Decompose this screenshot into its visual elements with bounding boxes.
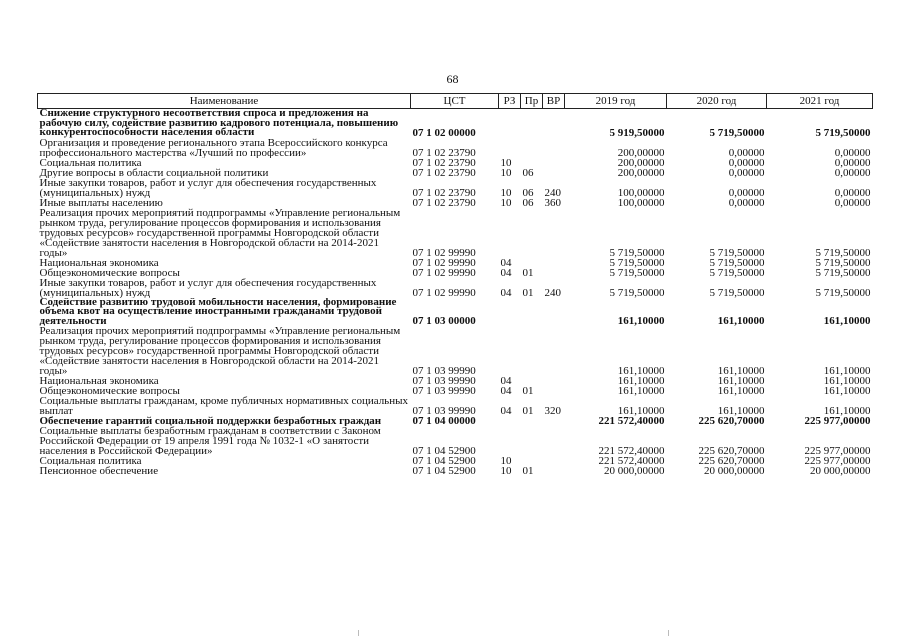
row-2020: 161,10000 [717, 365, 765, 376]
row-rz [499, 416, 521, 426]
row-rz: 10 [500, 456, 512, 466]
row-rz [499, 326, 521, 376]
row-rz: 10 [500, 167, 512, 178]
row-vr [543, 386, 565, 396]
table-row [38, 109, 873, 138]
budget-table [37, 93, 873, 476]
row-cst: 07 1 02 23790 [412, 146, 476, 158]
row-2020: 20 000,00000 [704, 466, 765, 476]
row-cst: 07 1 04 00000 [412, 416, 476, 426]
header-pr: Пр [521, 94, 543, 109]
row-vr [543, 208, 565, 258]
row-name: Иные выплаты населению [39, 197, 163, 208]
row-2021: 161,10000 [823, 405, 871, 416]
header-cst: ЦСТ [411, 94, 499, 109]
row-2021: 225 977,00000 [804, 445, 871, 456]
row-name: Социальные выплаты безработным гражданам в соответствии с Законом Российской Федерации от 19 апреля 1991 года № 1032-1 «О занятости населения в Российской Федерации» [39, 426, 381, 456]
row-name: Пенсионное обеспечение [39, 466, 159, 476]
row-vr [543, 158, 565, 168]
table-row [38, 158, 873, 168]
table-row [38, 198, 873, 208]
row-name: Социальная политика [39, 456, 142, 466]
table-row [38, 278, 873, 298]
row-pr [521, 298, 543, 327]
row-2020: 161,10000 [717, 376, 765, 386]
row-2019: 5 919,50000 [609, 126, 665, 138]
row-2020: 0,00000 [728, 197, 765, 208]
row-2020: 161,10000 [717, 405, 765, 416]
table-row [38, 298, 873, 327]
row-2019: 161,10000 [617, 386, 665, 396]
row-pr: 06 [522, 197, 534, 208]
row-pr [521, 376, 543, 386]
row-2020: 161,10000 [717, 386, 765, 396]
row-pr [521, 158, 543, 168]
row-2019: 200,00000 [617, 167, 665, 178]
row-pr: 01 [522, 386, 534, 396]
row-name: Снижение структурного несоответствия спроса и предложения на рабочую силу, содействие развитию кадрового потенциала, повышению конкурентоспособности населения области [39, 108, 399, 138]
table-row [38, 138, 873, 158]
table-row [38, 326, 873, 376]
row-cst: 07 1 02 99990 [412, 257, 476, 268]
row-2021: 0,00000 [834, 197, 871, 208]
row-pr [521, 109, 543, 138]
row-vr: 320 [544, 405, 561, 416]
table-row [38, 456, 873, 466]
row-pr [521, 326, 543, 376]
table-row [38, 376, 873, 386]
row-name: Национальная экономика [39, 257, 159, 268]
row-rz: 04 [500, 267, 512, 278]
row-2020: 0,00000 [728, 167, 765, 178]
table-row [38, 416, 873, 426]
row-name: Организация и проведение регионального этапа Всероссийского конкурса профессионального мастерства «Лучший по профессии» [39, 137, 388, 158]
row-2019: 161,10000 [617, 315, 665, 326]
row-2021: 161,10000 [823, 376, 871, 386]
table-row [38, 258, 873, 268]
row-2019: 161,10000 [617, 405, 665, 416]
row-pr: 01 [522, 267, 534, 278]
row-2020: 225 620,70000 [698, 445, 765, 456]
row-vr [543, 109, 565, 138]
row-2021: 0,00000 [834, 186, 871, 198]
row-cst: 07 1 03 99990 [412, 376, 476, 386]
row-rz: 10 [500, 197, 512, 208]
row-cst: 07 1 04 52900 [412, 466, 476, 476]
row-pr: 06 [522, 186, 534, 198]
row-pr [521, 416, 543, 426]
row-2019: 161,10000 [617, 376, 665, 386]
row-cst: 07 1 02 99990 [412, 286, 476, 298]
row-2021: 20 000,00000 [810, 466, 871, 476]
table-row [38, 426, 873, 456]
row-2020: 225 620,70000 [698, 456, 765, 466]
row-cst: 07 1 04 52900 [412, 445, 476, 456]
row-2021: 0,00000 [834, 167, 871, 178]
row-name: Социальные выплаты гражданам, кроме публичных нормативных социальных выплат [39, 396, 408, 416]
row-rz [499, 208, 521, 258]
row-name: Реализация прочих мероприятий подпрограммы «Управление региональным рынком труда, регулирование процессов формирования и использования трудовых ресурсов» государственной программы Новгородской области «Содействие занятости населения в Новгородской области на 2014-2021 годы» [39, 326, 401, 376]
row-2021: 161,10000 [823, 386, 871, 396]
row-name: Реализация прочих мероприятий подпрограммы «Управление региональным рынком труда, регулирование процессов формирования и использования трудовых ресурсов» государственной программы Новгородской области «Содействие занятости населения в Новгородской области на 2014-2021 годы» [39, 207, 401, 258]
table-row [38, 268, 873, 278]
table-row [38, 386, 873, 396]
row-vr [543, 268, 565, 278]
row-vr [543, 168, 565, 178]
header-name: Наименование [38, 94, 411, 109]
row-rz: 04 [500, 257, 512, 268]
row-2020: 5 719,50000 [709, 267, 765, 278]
row-name: Иные закупки товаров, работ и услуг для обеспечения государственных (муниципальных) нужд [39, 277, 377, 298]
row-cst: 07 1 02 99990 [412, 267, 476, 278]
row-2020: 225 620,70000 [698, 416, 765, 426]
row-2020: 5 719,50000 [709, 257, 765, 268]
row-cst: 07 1 02 23790 [412, 197, 476, 208]
row-2019: 221 572,40000 [598, 445, 665, 456]
row-2019: 5 719,50000 [609, 267, 665, 278]
row-2019: 20 000,00000 [604, 466, 665, 476]
row-2020: 5 719,50000 [709, 286, 765, 298]
row-cst: 07 1 04 52900 [412, 456, 476, 466]
header-rz: РЗ [499, 94, 521, 109]
page-number: 68 [446, 72, 459, 86]
table-row [38, 168, 873, 178]
row-vr [543, 326, 565, 376]
row-vr [543, 298, 565, 327]
header-vr: ВР [543, 94, 565, 109]
row-rz: 04 [500, 405, 512, 416]
row-pr [521, 208, 543, 258]
row-name: Общеэкономические вопросы [39, 267, 180, 278]
row-vr [543, 416, 565, 426]
row-cst: 07 1 03 99990 [412, 386, 476, 396]
row-name: Социальная политика [39, 157, 142, 168]
header-2019: 2019 год [565, 94, 667, 109]
row-2021: 0,00000 [834, 157, 871, 168]
row-vr [543, 258, 565, 268]
row-vr [543, 376, 565, 386]
row-name: Национальная экономика [39, 376, 159, 386]
row-2019: 200,00000 [617, 157, 665, 168]
row-cst: 07 1 03 99990 [412, 365, 476, 376]
row-2021: 5 719,50000 [815, 126, 871, 138]
row-vr [543, 456, 565, 466]
row-cst: 07 1 03 00000 [412, 315, 476, 326]
row-2020: 5 719,50000 [709, 246, 765, 258]
table-row [38, 466, 873, 476]
row-rz [499, 138, 521, 158]
table-row [38, 396, 873, 416]
row-vr [543, 426, 565, 456]
scan-mark [668, 630, 669, 636]
row-name: Содействие развитию трудовой мобильности населения, формирование объема квот на осуществление иностранными гражданами трудовой деятельности [39, 297, 397, 326]
scan-mark [358, 630, 359, 636]
row-2019: 221 572,40000 [598, 456, 665, 466]
row-2021: 5 719,50000 [815, 267, 871, 278]
header-2021: 2021 год [767, 94, 873, 109]
row-2019: 221 572,40000 [598, 416, 665, 426]
row-cst: 07 1 02 23790 [412, 186, 476, 198]
row-name: Другие вопросы в области социальной политики [39, 167, 269, 178]
row-2021: 5 719,50000 [815, 257, 871, 268]
row-vr: 240 [544, 286, 561, 298]
row-name: Обеспечение гарантий социальной поддержки безработных граждан [39, 416, 382, 426]
row-2021: 5 719,50000 [815, 286, 871, 298]
row-pr: 06 [522, 167, 534, 178]
header-2020: 2020 год [667, 94, 767, 109]
row-pr [521, 426, 543, 456]
row-rz: 10 [500, 466, 512, 476]
row-2020: 161,10000 [717, 315, 765, 326]
table-row [38, 208, 873, 258]
row-rz: 04 [500, 286, 512, 298]
row-vr: 360 [544, 197, 561, 208]
header-row [38, 94, 873, 109]
row-2021: 225 977,00000 [804, 416, 871, 426]
row-2021: 0,00000 [834, 146, 871, 158]
row-2019: 5 719,50000 [609, 286, 665, 298]
row-2019: 100,00000 [617, 186, 665, 198]
row-2019: 100,00000 [617, 197, 665, 208]
row-pr: 01 [522, 286, 534, 298]
row-pr [521, 258, 543, 268]
row-vr [543, 466, 565, 476]
row-cst: 07 1 02 99990 [412, 246, 476, 258]
row-2021: 225 977,00000 [804, 456, 871, 466]
row-cst: 07 1 02 23790 [412, 167, 476, 178]
row-2021: 5 719,50000 [815, 246, 871, 258]
row-2020: 5 719,50000 [709, 126, 765, 138]
row-2019: 5 719,50000 [609, 246, 665, 258]
table-row [38, 178, 873, 198]
row-rz: 04 [500, 376, 512, 386]
row-name: Иные закупки товаров, работ и услуг для обеспечения государственных (муниципальных) нужд [39, 177, 377, 198]
row-rz [499, 298, 521, 327]
row-pr [521, 456, 543, 466]
row-rz: 10 [500, 157, 512, 168]
row-cst: 07 1 02 00000 [412, 126, 476, 138]
row-2020: 0,00000 [728, 146, 765, 158]
row-2020: 0,00000 [728, 186, 765, 198]
row-vr: 240 [544, 186, 561, 198]
row-2021: 161,10000 [823, 365, 871, 376]
row-2019: 161,10000 [617, 365, 665, 376]
row-rz: 04 [500, 386, 512, 396]
row-2019: 5 719,50000 [609, 257, 665, 268]
row-pr: 01 [522, 466, 534, 476]
row-pr: 01 [522, 405, 534, 416]
row-name: Общеэкономические вопросы [39, 386, 180, 396]
row-rz [499, 109, 521, 138]
row-2021: 161,10000 [823, 315, 871, 326]
row-vr [543, 138, 565, 158]
row-rz: 10 [500, 186, 512, 198]
row-2020: 0,00000 [728, 157, 765, 168]
row-rz [499, 426, 521, 456]
row-2019: 200,00000 [617, 146, 665, 158]
row-cst: 07 1 02 23790 [412, 157, 476, 168]
row-pr [521, 138, 543, 158]
row-cst: 07 1 03 99990 [412, 405, 476, 416]
